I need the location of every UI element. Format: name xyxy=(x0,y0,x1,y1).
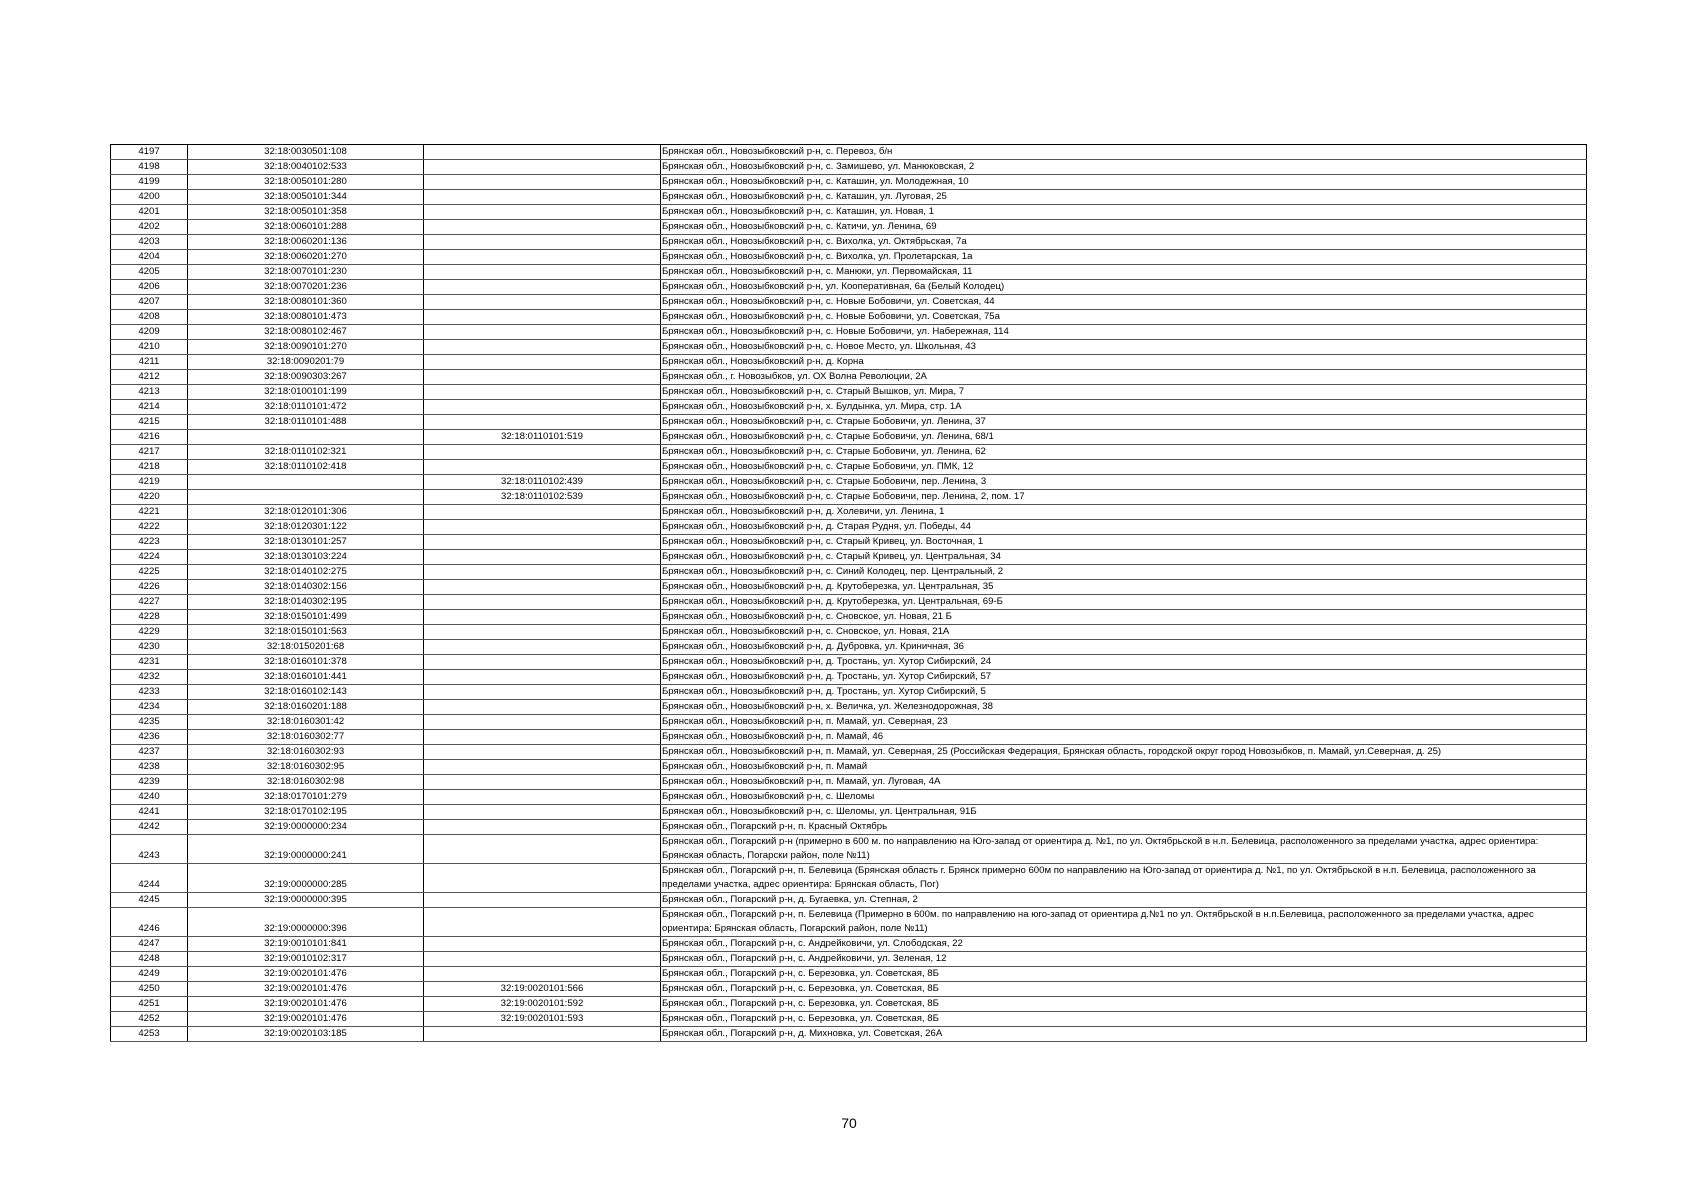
cadastral-number-cell: 32:18:0110101:488 xyxy=(188,415,424,430)
record-number-cell: 4209 xyxy=(111,325,188,340)
record-number-cell: 4225 xyxy=(111,565,188,580)
address-cell: Брянская обл., Погарский р-н, п. Белевица (Примерно в 600м. по направлению на юго-запад от ориентира д.№1 по ул. Октябрьской в н.п.Белевица, расположенного за пределами участка, адрес ориентира: Брянская область, Погарский район, поле №11) xyxy=(661,908,1587,937)
cadastral-number-cell: 32:19:0020101:476 xyxy=(188,982,424,997)
address-cell: Брянская обл., Новозыбковский р-н, с. Старые Бобовичи, ул. Ленина, 37 xyxy=(661,415,1587,430)
table-row xyxy=(111,655,1587,670)
address-cell: Брянская обл., Новозыбковский р-н, д. Дубровка, ул. Криничная, 36 xyxy=(661,640,1587,655)
table-row xyxy=(111,175,1587,190)
cadastral-number-cell: 32:18:0110102:418 xyxy=(188,460,424,475)
cadastral-number-cell: 32:19:0000000:395 xyxy=(188,893,424,908)
related-cadastral-number-cell xyxy=(424,220,661,235)
related-cadastral-number-cell xyxy=(424,295,661,310)
record-number-cell: 4215 xyxy=(111,415,188,430)
cadastral-number-cell: 32:18:0120301:122 xyxy=(188,520,424,535)
related-cadastral-number-cell xyxy=(424,760,661,775)
address-cell: Брянская обл., Новозыбковский р-н, х. Величка, ул. Железнодорожная, 38 xyxy=(661,700,1587,715)
record-number-cell: 4223 xyxy=(111,535,188,550)
address-cell: Брянская обл., Новозыбковский р-н, с. Новые Бобовичи, ул. Советская, 44 xyxy=(661,295,1587,310)
record-number-cell: 4247 xyxy=(111,937,188,952)
cadastral-number-cell: 32:18:0160101:441 xyxy=(188,670,424,685)
address-cell: Брянская обл., Новозыбковский р-н, п. Мамай, 46 xyxy=(661,730,1587,745)
table-row xyxy=(111,475,1587,490)
table-row xyxy=(111,967,1587,982)
address-cell: Брянская обл., Погарский р-н, д. Михновка, ул. Советская, 26А xyxy=(661,1027,1587,1042)
address-cell: Брянская обл., Новозыбковский р-н, д. Старая Рудня, ул. Победы, 44 xyxy=(661,520,1587,535)
table-row xyxy=(111,340,1587,355)
cadastral-number-cell: 32:19:0000000:285 xyxy=(188,864,424,893)
cadastral-number-cell: 32:18:0160201:188 xyxy=(188,700,424,715)
related-cadastral-number-cell xyxy=(424,670,661,685)
table-row xyxy=(111,908,1587,937)
cadastral-number-cell: 32:18:0050101:358 xyxy=(188,205,424,220)
record-number-cell: 4248 xyxy=(111,952,188,967)
record-number-cell: 4237 xyxy=(111,745,188,760)
record-number-cell: 4211 xyxy=(111,355,188,370)
table-row xyxy=(111,952,1587,967)
cadastral-number-cell: 32:18:0090101:270 xyxy=(188,340,424,355)
related-cadastral-number-cell xyxy=(424,325,661,340)
record-number-cell: 4240 xyxy=(111,790,188,805)
record-number-cell: 4202 xyxy=(111,220,188,235)
table-row xyxy=(111,520,1587,535)
table-row xyxy=(111,715,1587,730)
record-number-cell: 4241 xyxy=(111,805,188,820)
table-row xyxy=(111,760,1587,775)
record-number-cell: 4226 xyxy=(111,580,188,595)
cadastral-number-cell: 32:18:0030501:108 xyxy=(188,145,424,160)
record-number-cell: 4216 xyxy=(111,430,188,445)
related-cadastral-number-cell: 32:18:0110102:439 xyxy=(424,475,661,490)
address-cell: Брянская обл., Новозыбковский р-н, с. Старые Бобовичи, пер. Ленина, 3 xyxy=(661,475,1587,490)
record-number-cell: 4198 xyxy=(111,160,188,175)
cadastral-number-cell: 32:19:0000000:396 xyxy=(188,908,424,937)
address-cell: Брянская обл., Новозыбковский р-н, с. Старый Вышков, ул. Мира, 7 xyxy=(661,385,1587,400)
related-cadastral-number-cell xyxy=(424,775,661,790)
table-row xyxy=(111,430,1587,445)
related-cadastral-number-cell xyxy=(424,595,661,610)
address-cell: Брянская обл., Новозыбковский р-н, с. Каташин, ул. Молодежная, 10 xyxy=(661,175,1587,190)
record-number-cell: 4231 xyxy=(111,655,188,670)
table-row xyxy=(111,490,1587,505)
table-row xyxy=(111,625,1587,640)
table-row xyxy=(111,982,1587,997)
address-cell: Брянская обл., Погарский р-н, с. Березовка, ул. Советская, 8Б xyxy=(661,967,1587,982)
address-cell: Брянская обл., Новозыбковский р-н, д. Тростань, ул. Хутор Сибирский, 24 xyxy=(661,655,1587,670)
address-cell: Брянская обл., Новозыбковский р-н, д. Тростань, ул. Хутор Сибирский, 57 xyxy=(661,670,1587,685)
cadastral-number-cell: 32:18:0080101:360 xyxy=(188,295,424,310)
related-cadastral-number-cell: 32:18:0110101:519 xyxy=(424,430,661,445)
record-number-cell: 4213 xyxy=(111,385,188,400)
related-cadastral-number-cell xyxy=(424,952,661,967)
cadastral-number-cell: 32:18:0150101:499 xyxy=(188,610,424,625)
related-cadastral-number-cell xyxy=(424,370,661,385)
address-cell: Брянская обл., Новозыбковский р-н, с. Старые Бобовичи, ул. Ленина, 68/1 xyxy=(661,430,1587,445)
address-cell: Брянская обл., Новозыбковский р-н, д. Крутоберезка, ул. Центральная, 69-Б xyxy=(661,595,1587,610)
related-cadastral-number-cell: 32:19:0020101:566 xyxy=(424,982,661,997)
record-number-cell: 4232 xyxy=(111,670,188,685)
address-cell: Брянская обл., Погарский р-н, с. Березовка, ул. Советская, 8Б xyxy=(661,1012,1587,1027)
table-row xyxy=(111,745,1587,760)
related-cadastral-number-cell xyxy=(424,565,661,580)
cadastral-number-cell: 32:18:0140302:156 xyxy=(188,580,424,595)
record-number-cell: 4214 xyxy=(111,400,188,415)
cadastral-number-cell: 32:18:0070101:230 xyxy=(188,265,424,280)
table-row xyxy=(111,835,1587,864)
table-row xyxy=(111,355,1587,370)
cadastral-number-cell xyxy=(188,430,424,445)
address-cell: Брянская обл., Новозыбковский р-н, п. Мамай xyxy=(661,760,1587,775)
related-cadastral-number-cell xyxy=(424,1027,661,1042)
table-row xyxy=(111,805,1587,820)
cadastral-number-cell: 32:19:0010101:841 xyxy=(188,937,424,952)
cadastral-number-cell: 32:18:0170101:279 xyxy=(188,790,424,805)
table-row xyxy=(111,160,1587,175)
address-cell: Брянская обл., Новозыбковский р-н, с. Старые Бобовичи, ул. ПМК, 12 xyxy=(661,460,1587,475)
related-cadastral-number-cell xyxy=(424,175,661,190)
cadastral-number-cell: 32:19:0000000:241 xyxy=(188,835,424,864)
table-row xyxy=(111,937,1587,952)
related-cadastral-number-cell xyxy=(424,160,661,175)
related-cadastral-number-cell xyxy=(424,805,661,820)
table-row xyxy=(111,775,1587,790)
address-cell: Брянская обл., Новозыбковский р-н, д. Корна xyxy=(661,355,1587,370)
record-number-cell: 4244 xyxy=(111,864,188,893)
related-cadastral-number-cell xyxy=(424,820,661,835)
cadastral-number-cell: 32:18:0080102:467 xyxy=(188,325,424,340)
record-number-cell: 4212 xyxy=(111,370,188,385)
record-number-cell: 4201 xyxy=(111,205,188,220)
address-cell: Брянская обл., Новозыбковский р-н, п. Мамай, ул. Северная, 25 (Российская Федерация, Брянская область, городской округ город Новозыбков, п. Мамай, ул.Северная, д. 25) xyxy=(661,745,1587,760)
related-cadastral-number-cell xyxy=(424,908,661,937)
cadastral-number-cell: 32:18:0120101:306 xyxy=(188,505,424,520)
record-number-cell: 4197 xyxy=(111,145,188,160)
table-row xyxy=(111,400,1587,415)
related-cadastral-number-cell xyxy=(424,790,661,805)
cadastral-number-cell: 32:18:0060201:270 xyxy=(188,250,424,265)
address-cell: Брянская обл., Погарский р-н, п. Белевица (Брянская область г. Брянск примерно 600м по направлению на Юго-запад от ориентира д. №1, по ул. Октябрьской в н.п. Белевица, расположенного за пределами участка, адрес ориентира: Брянская область, Пог) xyxy=(661,864,1587,893)
related-cadastral-number-cell xyxy=(424,385,661,400)
table-row xyxy=(111,295,1587,310)
related-cadastral-number-cell: 32:19:0020101:593 xyxy=(424,1012,661,1027)
cadastral-number-cell: 32:19:0020103:185 xyxy=(188,1027,424,1042)
related-cadastral-number-cell: 32:19:0020101:592 xyxy=(424,997,661,1012)
table-row xyxy=(111,190,1587,205)
cadastral-number-cell: 32:19:0010102:317 xyxy=(188,952,424,967)
related-cadastral-number-cell xyxy=(424,715,661,730)
cadastral-number-cell: 32:18:0110102:321 xyxy=(188,445,424,460)
address-cell: Брянская обл., Новозыбковский р-н, с. Шеломы, ул. Центральная, 91Б xyxy=(661,805,1587,820)
table-row xyxy=(111,820,1587,835)
record-number-cell: 4253 xyxy=(111,1027,188,1042)
cadastral-number-cell: 32:18:0160302:93 xyxy=(188,745,424,760)
table-row xyxy=(111,580,1587,595)
related-cadastral-number-cell xyxy=(424,745,661,760)
cadastral-number-cell xyxy=(188,475,424,490)
cadastral-number-cell: 32:18:0140102:275 xyxy=(188,565,424,580)
related-cadastral-number-cell xyxy=(424,835,661,864)
cadastral-number-cell: 32:18:0130103:224 xyxy=(188,550,424,565)
cadastral-number-cell: 32:18:0050101:344 xyxy=(188,190,424,205)
table-row xyxy=(111,460,1587,475)
address-cell: Брянская обл., Новозыбковский р-н, с. Каташин, ул. Луговая, 25 xyxy=(661,190,1587,205)
address-cell: Брянская обл., Погарский р-н (примерно в 600 м. по направлению на Юго-запад от ориентира д. №1, по ул. Октябрьской в н.п. Белевица, расположенного за пределами участка, адрес ориентира: Брянская область, Погарски район, поле №11) xyxy=(661,835,1587,864)
cadastral-number-cell: 32:18:0110101:472 xyxy=(188,400,424,415)
related-cadastral-number-cell xyxy=(424,625,661,640)
table-row xyxy=(111,700,1587,715)
related-cadastral-number-cell xyxy=(424,730,661,745)
cadastral-number-cell: 32:19:0020101:476 xyxy=(188,997,424,1012)
related-cadastral-number-cell xyxy=(424,205,661,220)
table-row xyxy=(111,1012,1587,1027)
table-row xyxy=(111,550,1587,565)
cadastral-number-cell xyxy=(188,490,424,505)
record-number-cell: 4199 xyxy=(111,175,188,190)
record-number-cell: 4222 xyxy=(111,520,188,535)
related-cadastral-number-cell xyxy=(424,967,661,982)
cadastral-number-cell: 32:18:0080101:473 xyxy=(188,310,424,325)
record-number-cell: 4243 xyxy=(111,835,188,864)
related-cadastral-number-cell xyxy=(424,937,661,952)
record-number-cell: 4228 xyxy=(111,610,188,625)
record-number-cell: 4239 xyxy=(111,775,188,790)
table-row xyxy=(111,205,1587,220)
cadastral-number-cell: 32:18:0150101:563 xyxy=(188,625,424,640)
record-number-cell: 4220 xyxy=(111,490,188,505)
address-cell: Брянская обл., Новозыбковский р-н, с. Замишево, ул. Манюковская, 2 xyxy=(661,160,1587,175)
record-number-cell: 4206 xyxy=(111,280,188,295)
table-row xyxy=(111,280,1587,295)
table-row xyxy=(111,535,1587,550)
record-number-cell: 4219 xyxy=(111,475,188,490)
table-row xyxy=(111,235,1587,250)
address-cell: Брянская обл., Новозыбковский р-н, д. Холевичи, ул. Ленина, 1 xyxy=(661,505,1587,520)
record-number-cell: 4204 xyxy=(111,250,188,265)
record-number-cell: 4203 xyxy=(111,235,188,250)
record-number-cell: 4234 xyxy=(111,700,188,715)
related-cadastral-number-cell xyxy=(424,460,661,475)
record-number-cell: 4229 xyxy=(111,625,188,640)
related-cadastral-number-cell xyxy=(424,685,661,700)
record-number-cell: 4245 xyxy=(111,893,188,908)
related-cadastral-number-cell xyxy=(424,550,661,565)
related-cadastral-number-cell xyxy=(424,580,661,595)
address-cell: Брянская обл., Новозыбковский р-н, х. Булдынка, ул. Мира, стр. 1А xyxy=(661,400,1587,415)
related-cadastral-number-cell xyxy=(424,655,661,670)
table-row xyxy=(111,220,1587,235)
address-cell: Брянская обл., Новозыбковский р-н, с. Сновское, ул. Новая, 21А xyxy=(661,625,1587,640)
record-number-cell: 4233 xyxy=(111,685,188,700)
address-cell: Брянская обл., Погарский р-н, с. Андрейковичи, ул. Зеленая, 12 xyxy=(661,952,1587,967)
cadastral-number-cell: 32:18:0150201:68 xyxy=(188,640,424,655)
related-cadastral-number-cell xyxy=(424,355,661,370)
table-row xyxy=(111,685,1587,700)
cadastral-number-cell: 32:18:0160301:42 xyxy=(188,715,424,730)
record-number-cell: 4238 xyxy=(111,760,188,775)
address-cell: Брянская обл., Новозыбковский р-н, с. Манюки, ул. Первомайская, 11 xyxy=(661,265,1587,280)
records-table-body xyxy=(111,145,1587,1042)
address-cell: Брянская обл., Новозыбковский р-н, с. Новые Бобовичи, ул. Набережная, 114 xyxy=(661,325,1587,340)
cadastral-number-cell: 32:18:0160302:77 xyxy=(188,730,424,745)
related-cadastral-number-cell xyxy=(424,640,661,655)
table-row xyxy=(111,997,1587,1012)
table-row xyxy=(111,265,1587,280)
table-row xyxy=(111,145,1587,160)
related-cadastral-number-cell xyxy=(424,265,661,280)
address-cell: Брянская обл., Новозыбковский р-н, с. Перевоз, б/н xyxy=(661,145,1587,160)
address-cell: Брянская обл., г. Новозыбков, ул. ОХ Волна Революции, 2А xyxy=(661,370,1587,385)
related-cadastral-number-cell xyxy=(424,893,661,908)
related-cadastral-number-cell xyxy=(424,505,661,520)
record-number-cell: 4236 xyxy=(111,730,188,745)
address-cell: Брянская обл., Новозыбковский р-н, с. Старый Кривец, ул. Центральная, 34 xyxy=(661,550,1587,565)
table-row xyxy=(111,310,1587,325)
table-row xyxy=(111,595,1587,610)
address-cell: Брянская обл., Новозыбковский р-н, с. Синий Колодец, пер. Центральный, 2 xyxy=(661,565,1587,580)
record-number-cell: 4246 xyxy=(111,908,188,937)
address-cell: Брянская обл., Новозыбковский р-н, с. Шеломы xyxy=(661,790,1587,805)
cadastral-number-cell: 32:18:0160101:378 xyxy=(188,655,424,670)
cadastral-number-cell: 32:18:0160102:143 xyxy=(188,685,424,700)
address-cell: Брянская обл., Новозыбковский р-н, с. Старые Бобовичи, пер. Ленина, 2, пом. 17 xyxy=(661,490,1587,505)
address-cell: Брянская обл., Новозыбковский р-н, ул. Кооперативная, 6а (Белый Колодец) xyxy=(661,280,1587,295)
cadastral-number-cell: 32:18:0140302:195 xyxy=(188,595,424,610)
record-number-cell: 4218 xyxy=(111,460,188,475)
record-number-cell: 4227 xyxy=(111,595,188,610)
address-cell: Брянская обл., Погарский р-н, д. Бугаевка, ул. Степная, 2 xyxy=(661,893,1587,908)
related-cadastral-number-cell: 32:18:0110102:539 xyxy=(424,490,661,505)
related-cadastral-number-cell xyxy=(424,250,661,265)
address-cell: Брянская обл., Новозыбковский р-н, д. Крутоберезка, ул. Центральная, 35 xyxy=(661,580,1587,595)
address-cell: Брянская обл., Погарский р-н, с. Березовка, ул. Советская, 8Б xyxy=(661,997,1587,1012)
related-cadastral-number-cell xyxy=(424,520,661,535)
record-number-cell: 4230 xyxy=(111,640,188,655)
record-number-cell: 4200 xyxy=(111,190,188,205)
address-cell: Брянская обл., Новозыбковский р-н, п. Мамай, ул. Луговая, 4А xyxy=(661,775,1587,790)
address-cell: Брянская обл., Новозыбковский р-н, с. Сновское, ул. Новая, 21 Б xyxy=(661,610,1587,625)
cadastral-number-cell: 32:18:0060201:136 xyxy=(188,235,424,250)
table-row xyxy=(111,325,1587,340)
related-cadastral-number-cell xyxy=(424,864,661,893)
record-number-cell: 4251 xyxy=(111,997,188,1012)
address-cell: Брянская обл., Погарский р-н, п. Красный Октябрь xyxy=(661,820,1587,835)
record-number-cell: 4205 xyxy=(111,265,188,280)
record-number-cell: 4224 xyxy=(111,550,188,565)
records-table xyxy=(110,144,1587,1042)
cadastral-number-cell: 32:18:0130101:257 xyxy=(188,535,424,550)
record-number-cell: 4217 xyxy=(111,445,188,460)
table-row xyxy=(111,445,1587,460)
cadastral-number-cell: 32:19:0020101:476 xyxy=(188,1012,424,1027)
cadastral-number-cell: 32:18:0070201:236 xyxy=(188,280,424,295)
table-row xyxy=(111,370,1587,385)
related-cadastral-number-cell xyxy=(424,700,661,715)
record-number-cell: 4235 xyxy=(111,715,188,730)
address-cell: Брянская обл., Погарский р-н, с. Андрейковичи, ул. Слободская, 22 xyxy=(661,937,1587,952)
table-row xyxy=(111,864,1587,893)
related-cadastral-number-cell xyxy=(424,610,661,625)
related-cadastral-number-cell xyxy=(424,535,661,550)
cadastral-number-cell: 32:18:0170102:195 xyxy=(188,805,424,820)
table-row xyxy=(111,1027,1587,1042)
address-cell: Брянская обл., Новозыбковский р-н, с. Каташин, ул. Новая, 1 xyxy=(661,205,1587,220)
table-row xyxy=(111,640,1587,655)
cadastral-number-cell: 32:19:0000000:234 xyxy=(188,820,424,835)
record-number-cell: 4207 xyxy=(111,295,188,310)
related-cadastral-number-cell xyxy=(424,400,661,415)
record-number-cell: 4221 xyxy=(111,505,188,520)
address-cell: Брянская обл., Новозыбковский р-н, с. Катичи, ул. Ленина, 69 xyxy=(661,220,1587,235)
related-cadastral-number-cell xyxy=(424,280,661,295)
address-cell: Брянская обл., Новозыбковский р-н, д. Тростань, ул. Хутор Сибирский, 5 xyxy=(661,685,1587,700)
table-row xyxy=(111,790,1587,805)
related-cadastral-number-cell xyxy=(424,190,661,205)
cadastral-number-cell: 32:18:0160302:95 xyxy=(188,760,424,775)
record-number-cell: 4210 xyxy=(111,340,188,355)
address-cell: Брянская обл., Новозыбковский р-н, с. Старые Бобовичи, ул. Ленина, 62 xyxy=(661,445,1587,460)
table-row xyxy=(111,730,1587,745)
table-row xyxy=(111,385,1587,400)
table-row xyxy=(111,670,1587,685)
address-cell: Брянская обл., Погарский р-н, с. Березовка, ул. Советская, 8Б xyxy=(661,982,1587,997)
cadastral-number-cell: 32:18:0040102:533 xyxy=(188,160,424,175)
related-cadastral-number-cell xyxy=(424,415,661,430)
table-row xyxy=(111,565,1587,580)
cadastral-number-cell: 32:18:0090201:79 xyxy=(188,355,424,370)
table-row xyxy=(111,505,1587,520)
cadastral-number-cell: 32:19:0020101:476 xyxy=(188,967,424,982)
record-number-cell: 4242 xyxy=(111,820,188,835)
table-row xyxy=(111,893,1587,908)
related-cadastral-number-cell xyxy=(424,340,661,355)
related-cadastral-number-cell xyxy=(424,235,661,250)
cadastral-number-cell: 32:18:0090303:267 xyxy=(188,370,424,385)
record-number-cell: 4252 xyxy=(111,1012,188,1027)
record-number-cell: 4250 xyxy=(111,982,188,997)
table-row xyxy=(111,415,1587,430)
table-row xyxy=(111,250,1587,265)
record-number-cell: 4208 xyxy=(111,310,188,325)
related-cadastral-number-cell xyxy=(424,445,661,460)
record-number-cell: 4249 xyxy=(111,967,188,982)
page-number: 70 xyxy=(841,1115,857,1131)
cadastral-number-cell: 32:18:0060101:288 xyxy=(188,220,424,235)
address-cell: Брянская обл., Новозыбковский р-н, с. Новое Место, ул. Школьная, 43 xyxy=(661,340,1587,355)
related-cadastral-number-cell xyxy=(424,310,661,325)
cadastral-number-cell: 32:18:0050101:280 xyxy=(188,175,424,190)
address-cell: Брянская обл., Новозыбковский р-н, с. Вихолка, ул. Октябрьская, 7а xyxy=(661,235,1587,250)
address-cell: Брянская обл., Новозыбковский р-н, с. Вихолка, ул. Пролетарская, 1а xyxy=(661,250,1587,265)
cadastral-number-cell: 32:18:0160302:98 xyxy=(188,775,424,790)
address-cell: Брянская обл., Новозыбковский р-н, с. Новые Бобовичи, ул. Советская, 75а xyxy=(661,310,1587,325)
related-cadastral-number-cell xyxy=(424,145,661,160)
address-cell: Брянская обл., Новозыбковский р-н, п. Мамай, ул. Северная, 23 xyxy=(661,715,1587,730)
cadastral-number-cell: 32:18:0100101:199 xyxy=(188,385,424,400)
address-cell: Брянская обл., Новозыбковский р-н, с. Старый Кривец, ул. Восточная, 1 xyxy=(661,535,1587,550)
table-row xyxy=(111,610,1587,625)
